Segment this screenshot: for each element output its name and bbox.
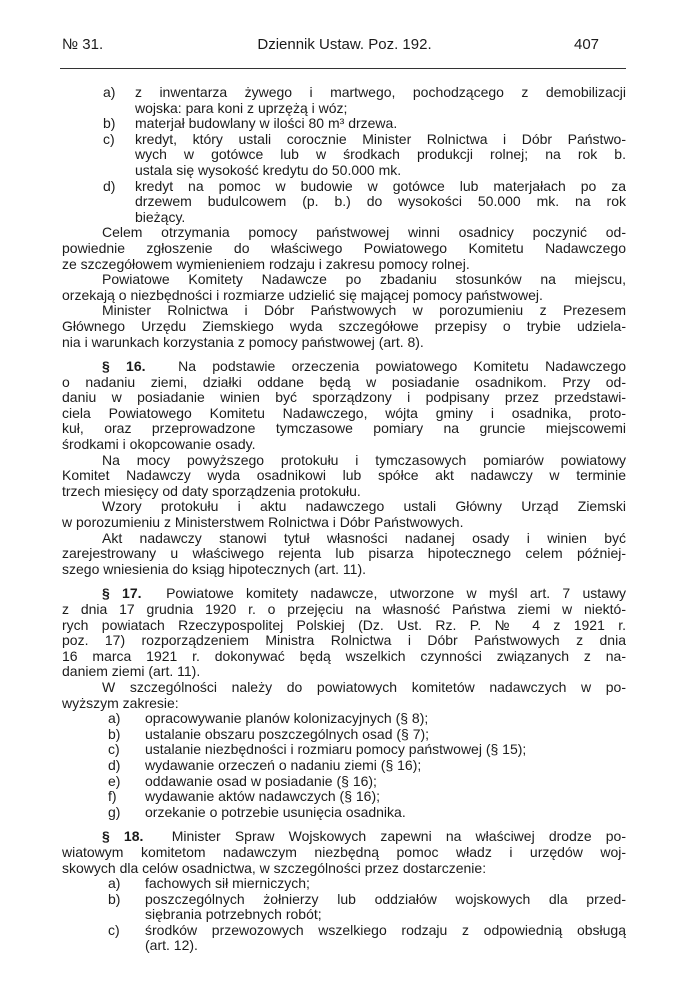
list-item-label: a)	[103, 84, 116, 100]
text-line: ustalanie obszaru poszczególnych osad (§ 7);	[145, 726, 430, 742]
list-item-label: f)	[108, 788, 117, 805]
list-item-label: g)	[108, 803, 121, 820]
journal-title: Dziennik Ustaw. Poz. 192.	[257, 36, 432, 53]
list-item	[62, 116, 626, 132]
text-line: kuł, oraz przeprowadzone tymczasowe pomiary na gruncie miejscowemi	[62, 421, 626, 437]
text-line: nia i warunkach korzystania z pomocy państwowej (art. 8).	[62, 334, 424, 350]
text-line: środków przewozowych wszelkiego rodzaju z odpowiednią obsługą	[145, 922, 626, 938]
section-number: § 17.	[102, 586, 142, 602]
text-line: daniem ziemi (art. 11).	[62, 664, 201, 680]
list-item	[62, 892, 626, 923]
issue-number: № 31.	[62, 36, 104, 53]
list-item	[62, 774, 626, 790]
text-line: wydawanie orzeczeń o nadaniu ziemi (§ 16);	[145, 757, 422, 773]
list-item-label: c)	[108, 741, 120, 758]
text-line	[62, 359, 626, 375]
text-line: orzekanie o potrzebie usunięcia osadnika.	[145, 804, 406, 820]
text-line: orzekają o niezbędności i rozmiarze udzielić się mającej pomocy państwowej.	[62, 287, 543, 303]
text-line: szego wniesienia do ksiąg hipotecznych (art. 11).	[62, 561, 367, 577]
paragraph	[62, 499, 626, 530]
section-paragraph	[62, 359, 626, 453]
text-line: rych powiatach Rzeczypospolitej Polskiej (Dz. Ust. Rz. P. № 4 z 1921 r.	[62, 617, 626, 633]
paragraph	[62, 303, 626, 350]
section-paragraph	[62, 586, 626, 680]
text-line: powiednie zgłoszenie do właściwego Powiatowego Komitetu Nadawczego	[62, 240, 626, 256]
text-line: poz. 17) rozporządzeniem Ministra Rolnictwa i Dóbr Państwowych z dnia	[62, 633, 626, 649]
text-line: Powiatowe Komitety Nadawcze po zbadaniu stosunków na miejscu,	[102, 272, 626, 288]
text-line: opracowywanie planów kolonizacyjnych (§ 8);	[145, 711, 429, 727]
list-item-label: a)	[108, 710, 121, 727]
text-line: z dnia 17 grudnia 1920 r. o przejęciu na własność Państwa ziemi w niektó-	[62, 602, 626, 617]
text-line: siębrania potrzebnych robót;	[145, 907, 322, 923]
text-line: fachowych sił mierniczych;	[145, 876, 310, 892]
list-item-label: d)	[108, 756, 121, 773]
list-item	[62, 805, 626, 821]
text-line: Wzory protokułu i aktu nadawczego ustali Główny Urząd Ziemski	[102, 499, 626, 515]
list-item-label: a)	[108, 875, 121, 892]
text-line: 16 marca 1921 r. dokonywać będą wszelkich czynności związanych z na-	[62, 648, 626, 664]
paragraph	[62, 680, 626, 711]
document-body	[62, 85, 626, 954]
text-line	[62, 829, 626, 845]
section-paragraph	[62, 829, 626, 876]
text-line: Głównego Urzędu Ziemskiego wyda szczegółowe przepisy o trybie udziela-	[62, 318, 626, 334]
list-item	[62, 742, 626, 758]
header-rule	[60, 68, 626, 69]
text-line: drzewem budulcowem (p. b.) do wysokości 50.000 mk. na rok	[135, 194, 626, 210]
text-line: trzech miesięcy od daty sporządzenia protokułu.	[62, 483, 361, 499]
list-item	[62, 758, 626, 774]
section-text: Na podstawie orzeczenia powiatowego Komitetu Nadawczego	[178, 359, 626, 375]
section-text: Minister Spraw Wojskowych zapewni na właściwej drodze po-	[171, 829, 626, 845]
paragraph	[62, 453, 626, 500]
list-item	[62, 789, 626, 805]
section-number: § 18.	[102, 829, 144, 845]
list-item-label: c)	[108, 921, 120, 938]
paragraph	[62, 531, 626, 578]
text-line: środkami i okopcowanie osady.	[62, 437, 256, 453]
list-item	[62, 923, 626, 954]
list-item-label: b)	[103, 115, 116, 132]
text-line: bieżący.	[135, 209, 186, 225]
text-line: wyższym zakresie:	[62, 695, 179, 711]
paragraph	[62, 272, 626, 303]
list-item	[62, 876, 626, 892]
list-item	[62, 85, 626, 116]
text-line: Akt nadawczy stanowi tytuł własności nadanej osady i winien być	[102, 530, 626, 546]
text-line: wych w gotówce lub w środkach produkcji rolnej; na rok b.	[135, 147, 626, 163]
text-line: ze szczegółowem wymienieniem rodzaju i zakresu pomocy rolnej.	[62, 256, 470, 272]
list-item-label: b)	[108, 890, 121, 907]
text-line: Na mocy powyższego protokułu i tymczasowych pomiarów powiatowy	[102, 452, 626, 468]
list-item-label: e)	[108, 772, 121, 789]
text-line	[62, 586, 626, 602]
text-line: poszczególnych żołnierzy lub oddziałów wojskowych dla przed-	[145, 891, 626, 907]
paragraph	[62, 225, 626, 272]
section-text: Powiatowe komitety nadawcze, utworzone w myśl art. 7 ustawy	[166, 586, 626, 602]
text-line: Minister Rolnictwa i Dóbr Państwowych w porozumieniu z Prezesem	[102, 303, 626, 319]
text-line: z inwentarza żywego i martwego, pochodzącego z demobilizacji	[135, 85, 626, 100]
text-line: wydawanie aktów nadawczych (§ 16);	[145, 789, 381, 805]
list-item-label: b)	[108, 725, 121, 742]
list-item	[62, 727, 626, 743]
text-line: (art. 12).	[145, 938, 198, 954]
text-line: kredyt, który ustali corocznie Minister Rolnictwa i Dóbr Państwo-	[135, 131, 626, 147]
text-line: wiatowym komitetom nadawczym niezbędną pomoc władz i urzędów woj-	[62, 844, 626, 860]
text-line: w porozumieniu z Ministerstwem Rolnictwa i Dóbr Państwowych.	[62, 515, 464, 531]
text-line: materjał budowlany w ilości 80 m³ drzewa.	[135, 116, 398, 132]
text-line: oddawanie osad w posiadanie (§ 16);	[145, 773, 377, 789]
text-line: W szczególności należy do powiatowych komitetów nadawczych w po-	[102, 679, 626, 695]
list-item	[62, 179, 626, 226]
text-line: kredyt na pomoc w budowie w gotówce lub materjałach po za	[135, 178, 626, 194]
text-line: Komitet Nadawczy wyda osadnikowi lub spółce akt nadawczy w terminie	[62, 468, 626, 484]
text-line: Celem otrzymania pomocy państwowej winni osadnicy poczynić od-	[102, 225, 626, 241]
text-line: o nadaniu ziemi, działki oddane będą w posiadanie osadnikom. Przy od-	[62, 374, 626, 390]
section-number: § 16.	[102, 359, 146, 375]
text-line: skowych dla celów osadnictwa, w szczególności przez dostarczenie:	[62, 860, 487, 876]
page-number: 407	[574, 36, 600, 53]
text-line: ciela Powiatowego Komitetu Nadawczego, wójta gminy i osadnika, proto-	[62, 405, 626, 421]
text-line: zarejestrowany u właściwego rejenta lub pisarza hipotecznego celem później-	[62, 546, 626, 562]
text-line: daniu w posiadanie winien być sporządzony i podpisany przez przedstawi-	[62, 390, 626, 406]
list-item	[62, 132, 626, 179]
list-item-label: d)	[103, 177, 116, 194]
list-item	[62, 711, 626, 727]
text-line: ustalanie niezbędności i rozmiaru pomocy państwowej (§ 15);	[145, 742, 527, 758]
list-item-label: c)	[103, 130, 115, 147]
text-line: ustala się wysokość kredytu do 50.000 mk.	[135, 162, 402, 178]
text-line: wojska: para koni z uprzężą i wóz;	[135, 100, 348, 116]
